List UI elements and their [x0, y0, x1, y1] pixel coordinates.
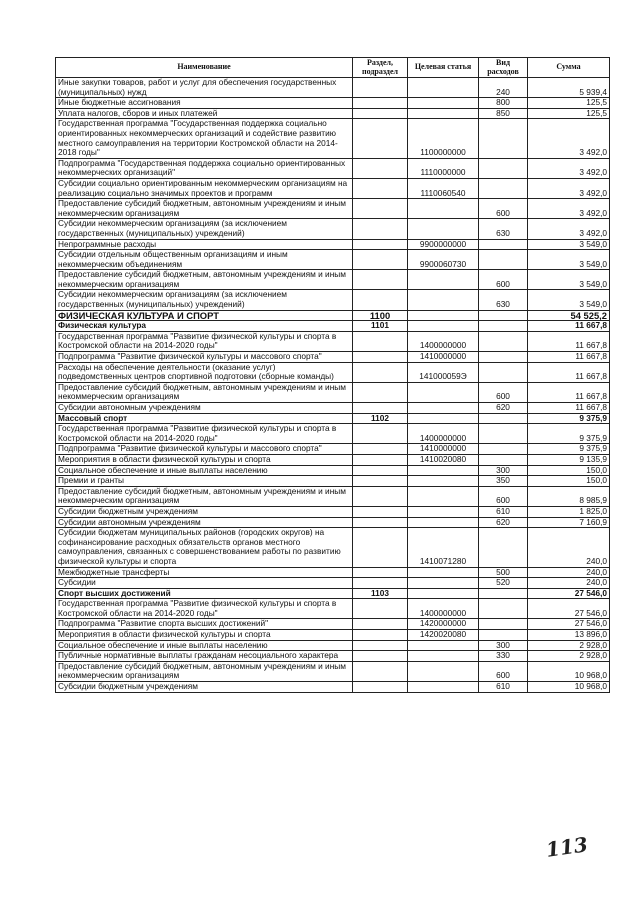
row-name: Субсидии бюджетным учреждениям — [56, 682, 353, 693]
table-row — [56, 119, 610, 158]
row-section — [353, 331, 408, 351]
row-name: Государственная программа "Развитие физической культуры и спорта в Костромской области на 2014-2020 годы" — [56, 424, 353, 444]
table-row — [56, 403, 610, 414]
row-section — [353, 199, 408, 219]
row-name: Мероприятия в области физической культуры и спорта — [56, 454, 353, 465]
row-section — [353, 506, 408, 517]
table-row — [56, 362, 610, 382]
row-type: 600 — [479, 661, 528, 681]
table-row — [56, 517, 610, 528]
table-row — [56, 465, 610, 476]
row-article — [408, 651, 479, 662]
row-section — [353, 619, 408, 630]
row-name: Подпрограмма "Развитие физической культуры и массового спорта" — [56, 352, 353, 363]
row-sum: 1 825,0 — [528, 506, 610, 517]
row-article — [408, 661, 479, 681]
row-type: 600 — [479, 270, 528, 290]
row-article — [408, 578, 479, 589]
row-name: Предоставление субсидий бюджетным, автономным учреждениям и иным некоммерческим организациям — [56, 382, 353, 402]
row-section — [353, 682, 408, 693]
row-article: 1420020080 — [408, 630, 479, 641]
row-name: Субсидии некоммерческим организациям (за исключением государственных (муниципальных) учреждений) — [56, 219, 353, 239]
row-section — [353, 382, 408, 402]
row-section — [353, 651, 408, 662]
row-type — [479, 454, 528, 465]
row-sum: 125,5 — [528, 98, 610, 109]
table-row — [56, 682, 610, 693]
row-sum: 9 375,9 — [528, 444, 610, 455]
row-sum: 11 667,8 — [528, 382, 610, 402]
row-sum: 13 896,0 — [528, 630, 610, 641]
table-row — [56, 661, 610, 681]
row-section — [353, 239, 408, 250]
row-name: Расходы на обеспечение деятельности (оказание услуг) подведомственных центров спортивной подготовки (сборные команды) — [56, 362, 353, 382]
row-section — [353, 219, 408, 239]
row-name: Публичные нормативные выплаты гражданам несоциального характера — [56, 651, 353, 662]
row-article: 1410020080 — [408, 454, 479, 465]
row-sum: 240,0 — [528, 578, 610, 589]
row-type — [479, 239, 528, 250]
row-name: Социальное обеспечение и иные выплаты населению — [56, 465, 353, 476]
row-type — [479, 599, 528, 619]
row-sum: 3 492,0 — [528, 158, 610, 178]
row-section: 1101 — [353, 321, 408, 332]
table-row — [56, 619, 610, 630]
table-row — [56, 239, 610, 250]
table-row — [56, 382, 610, 402]
table-row — [56, 588, 610, 599]
row-sum: 11 667,8 — [528, 321, 610, 332]
row-section — [353, 454, 408, 465]
row-name: Предоставление субсидий бюджетным, автономным учреждениям и иным некоммерческим организациям — [56, 486, 353, 506]
table-row — [56, 270, 610, 290]
row-name: Субсидии некоммерческим организациям (за исключением государственных (муниципальных) учреждений) — [56, 290, 353, 310]
row-sum: 2 928,0 — [528, 651, 610, 662]
row-type: 350 — [479, 476, 528, 487]
row-sum: 5 939,4 — [528, 78, 610, 98]
row-sum: 11 667,8 — [528, 331, 610, 351]
row-section: 1100 — [353, 310, 408, 321]
row-article — [408, 403, 479, 414]
row-section — [353, 599, 408, 619]
row-section — [353, 362, 408, 382]
row-section — [353, 465, 408, 476]
row-sum: 9 375,9 — [528, 424, 610, 444]
row-article — [408, 588, 479, 599]
table-row — [56, 321, 610, 332]
row-sum: 11 667,8 — [528, 352, 610, 363]
row-type — [479, 158, 528, 178]
row-article — [408, 640, 479, 651]
row-sum: 27 546,0 — [528, 599, 610, 619]
row-sum: 9 135,9 — [528, 454, 610, 465]
table-row — [56, 640, 610, 651]
row-section — [353, 476, 408, 487]
row-article: 1410000000 — [408, 444, 479, 455]
row-section — [353, 630, 408, 641]
row-article: 1110060540 — [408, 178, 479, 198]
row-section — [353, 640, 408, 651]
row-article — [408, 270, 479, 290]
table-row — [56, 567, 610, 578]
table-row — [56, 424, 610, 444]
table-row — [56, 98, 610, 109]
row-section — [353, 178, 408, 198]
table-body — [56, 78, 610, 693]
row-sum: 9 375,9 — [528, 413, 610, 424]
row-section — [353, 528, 408, 567]
row-section — [353, 567, 408, 578]
table-row — [56, 506, 610, 517]
row-name: Субсидии автономным учреждениям — [56, 403, 353, 414]
row-name: Подпрограмма "Развитие физической культуры и массового спорта" — [56, 444, 353, 455]
row-sum: 3 549,0 — [528, 290, 610, 310]
row-article: 9900000000 — [408, 239, 479, 250]
row-name: Непрограммные расходы — [56, 239, 353, 250]
table-row — [56, 352, 610, 363]
row-type — [479, 362, 528, 382]
row-name: Мероприятия в области физической культуры и спорта — [56, 630, 353, 641]
header-type: Вид расходов — [479, 58, 528, 78]
row-sum: 240,0 — [528, 528, 610, 567]
row-section: 1102 — [353, 413, 408, 424]
row-sum: 7 160,9 — [528, 517, 610, 528]
row-type — [479, 588, 528, 599]
row-name: Государственная программа "Государственная поддержка социально ориентированных некоммерческих организаций и содействие развитию местного самоуправления на территории Костромской области на 2014-2018 годы" — [56, 119, 353, 158]
row-sum: 150,0 — [528, 476, 610, 487]
row-name: Субсидии социально ориентированным некоммерческим организациям на реализацию социально значимых проектов и программ — [56, 178, 353, 198]
row-article: 9900060730 — [408, 250, 479, 270]
row-sum: 54 525,2 — [528, 310, 610, 321]
row-type — [479, 321, 528, 332]
row-name: Премии и гранты — [56, 476, 353, 487]
table-row — [56, 486, 610, 506]
row-name: Предоставление субсидий бюджетным, автономным учреждениям и иным некоммерческим организациям — [56, 270, 353, 290]
row-name: Государственная программа "Развитие физической культуры и спорта в Костромской области на 2014-2020 годы" — [56, 331, 353, 351]
row-article — [408, 567, 479, 578]
row-type: 630 — [479, 290, 528, 310]
row-section — [353, 578, 408, 589]
row-name: Государственная программа "Развитие физической культуры и спорта в Костромской области на 2014-2020 годы" — [56, 599, 353, 619]
row-article — [408, 310, 479, 321]
table-row — [56, 476, 610, 487]
row-article: 1400000000 — [408, 599, 479, 619]
row-article: 1100000000 — [408, 119, 479, 158]
row-sum: 3 492,0 — [528, 119, 610, 158]
row-article — [408, 517, 479, 528]
row-sum: 150,0 — [528, 465, 610, 476]
row-name: Субсидии бюджетам муниципальных районов (городских округов) на софинансирование расходных обязательств органов местного самоуправления, связанных с совершенствованием работы по развитию физической культуры и спорта — [56, 528, 353, 567]
row-sum: 11 667,8 — [528, 362, 610, 382]
row-article — [408, 476, 479, 487]
table-row — [56, 158, 610, 178]
row-type: 630 — [479, 219, 528, 239]
table-row — [56, 651, 610, 662]
row-sum: 3 492,0 — [528, 178, 610, 198]
row-article — [408, 290, 479, 310]
row-name: Физическая культура — [56, 321, 353, 332]
budget-table — [55, 57, 610, 693]
row-type: 800 — [479, 98, 528, 109]
row-sum: 3 549,0 — [528, 270, 610, 290]
row-type — [479, 178, 528, 198]
header-sum: Сумма — [528, 58, 610, 78]
row-name: Подпрограмма "Развитие спорта высших достижений" — [56, 619, 353, 630]
row-section — [353, 270, 408, 290]
row-type — [479, 444, 528, 455]
row-article — [408, 108, 479, 119]
row-type — [479, 310, 528, 321]
row-article: 1400000000 — [408, 424, 479, 444]
row-section — [353, 119, 408, 158]
row-type — [479, 413, 528, 424]
table-row — [56, 219, 610, 239]
row-article: 1410000000 — [408, 352, 479, 363]
row-section — [353, 352, 408, 363]
row-name: Массовый спорт — [56, 413, 353, 424]
row-article — [408, 321, 479, 332]
row-name: Предоставление субсидий бюджетным, автономным учреждениям и иным некоммерческим организациям — [56, 199, 353, 219]
row-sum: 125,5 — [528, 108, 610, 119]
row-type — [479, 331, 528, 351]
table-row — [56, 250, 610, 270]
row-section — [353, 444, 408, 455]
row-type: 620 — [479, 517, 528, 528]
header-name: Наименование — [56, 58, 353, 78]
row-type: 610 — [479, 506, 528, 517]
row-type: 330 — [479, 651, 528, 662]
row-article — [408, 465, 479, 476]
row-sum: 8 985,9 — [528, 486, 610, 506]
row-sum: 11 667,8 — [528, 403, 610, 414]
row-article — [408, 219, 479, 239]
row-article: 1400000000 — [408, 331, 479, 351]
row-name: Предоставление субсидий бюджетным, автономным учреждениям и иным некоммерческим организациям — [56, 661, 353, 681]
row-article — [408, 98, 479, 109]
row-section — [353, 98, 408, 109]
row-section — [353, 403, 408, 414]
row-name: Субсидии — [56, 578, 353, 589]
row-sum: 27 546,0 — [528, 619, 610, 630]
row-article — [408, 382, 479, 402]
row-type — [479, 250, 528, 270]
row-name: Подпрограмма "Государственная поддержка социально ориентированных некоммерческих организаций" — [56, 158, 353, 178]
page-number: 113 — [544, 832, 590, 862]
row-type — [479, 424, 528, 444]
row-section — [353, 290, 408, 310]
table-row — [56, 108, 610, 119]
row-name: Иные закупки товаров, работ и услуг для обеспечения государственных (муниципальных) нужд — [56, 78, 353, 98]
row-name: Субсидии бюджетным учреждениям — [56, 506, 353, 517]
row-type — [479, 119, 528, 158]
row-article: 1410071280 — [408, 528, 479, 567]
row-name: Спорт высших достижений — [56, 588, 353, 599]
row-sum: 3 492,0 — [528, 199, 610, 219]
row-name: Межбюджетные трансферты — [56, 567, 353, 578]
row-sum: 3 492,0 — [528, 219, 610, 239]
row-article: 1420000000 — [408, 619, 479, 630]
table-header-row — [56, 58, 610, 78]
row-article — [408, 506, 479, 517]
table-row — [56, 413, 610, 424]
row-article — [408, 486, 479, 506]
row-type — [479, 352, 528, 363]
row-article — [408, 78, 479, 98]
row-sum: 2 928,0 — [528, 640, 610, 651]
row-type: 520 — [479, 578, 528, 589]
row-sum: 10 968,0 — [528, 682, 610, 693]
row-name: Субсидии отдельным общественным организациям и иным некоммерческим объединениям — [56, 250, 353, 270]
row-type — [479, 630, 528, 641]
header-article: Целевая статья — [408, 58, 479, 78]
row-section — [353, 517, 408, 528]
row-type: 620 — [479, 403, 528, 414]
row-section: 1103 — [353, 588, 408, 599]
row-name: Социальное обеспечение и иные выплаты населению — [56, 640, 353, 651]
table-row — [56, 578, 610, 589]
row-type: 600 — [479, 486, 528, 506]
table-row — [56, 78, 610, 98]
table-row — [56, 599, 610, 619]
row-type: 600 — [479, 199, 528, 219]
table-row — [56, 199, 610, 219]
row-type: 500 — [479, 567, 528, 578]
row-type: 850 — [479, 108, 528, 119]
row-section — [353, 158, 408, 178]
row-name: ФИЗИЧЕСКАЯ КУЛЬТУРА И СПОРТ — [56, 310, 353, 321]
row-sum: 27 546,0 — [528, 588, 610, 599]
table-row — [56, 528, 610, 567]
row-sum: 3 549,0 — [528, 239, 610, 250]
row-type: 610 — [479, 682, 528, 693]
row-name: Субсидии автономным учреждениям — [56, 517, 353, 528]
row-section — [353, 78, 408, 98]
row-type: 300 — [479, 465, 528, 476]
row-sum: 10 968,0 — [528, 661, 610, 681]
row-sum: 3 549,0 — [528, 250, 610, 270]
row-article: 1110000000 — [408, 158, 479, 178]
table-row — [56, 290, 610, 310]
row-type: 240 — [479, 78, 528, 98]
table-row — [56, 454, 610, 465]
row-article — [408, 413, 479, 424]
header-section: Раздел, подраздел — [353, 58, 408, 78]
row-article — [408, 682, 479, 693]
row-type: 600 — [479, 382, 528, 402]
table-row — [56, 331, 610, 351]
table-row — [56, 630, 610, 641]
row-section — [353, 424, 408, 444]
row-type — [479, 619, 528, 630]
table-row — [56, 178, 610, 198]
row-type: 300 — [479, 640, 528, 651]
row-sum: 240,0 — [528, 567, 610, 578]
row-section — [353, 661, 408, 681]
row-section — [353, 250, 408, 270]
row-article — [408, 199, 479, 219]
row-name: Иные бюджетные ассигнования — [56, 98, 353, 109]
row-type — [479, 528, 528, 567]
row-section — [353, 108, 408, 119]
table-row — [56, 310, 610, 321]
table-row — [56, 444, 610, 455]
row-name: Уплата налогов, сборов и иных платежей — [56, 108, 353, 119]
row-article: 141000059Э — [408, 362, 479, 382]
row-section — [353, 486, 408, 506]
